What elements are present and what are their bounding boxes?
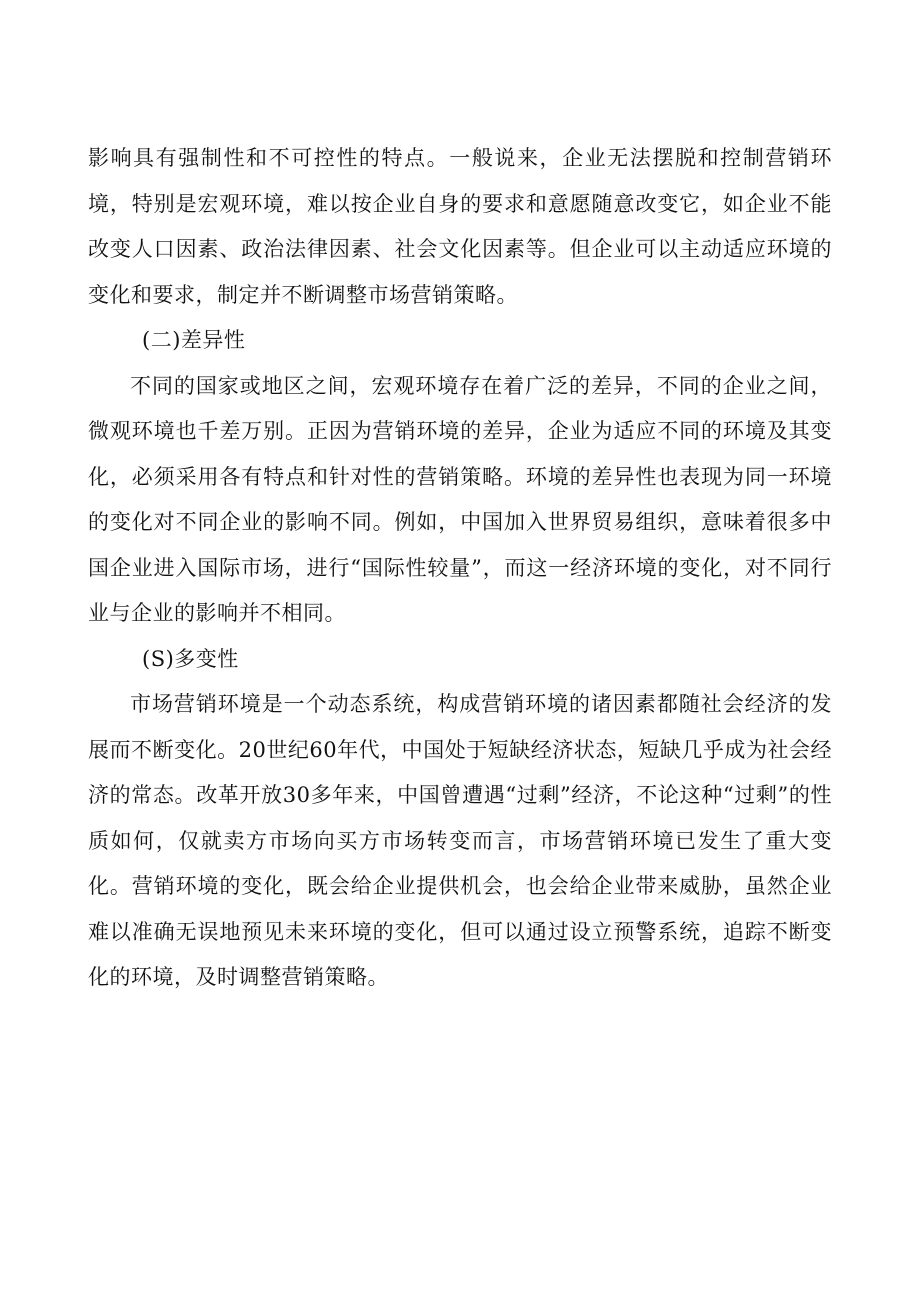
paragraph-controllability: 影响具有强制性和不可控性的特点。一般说来，企业无法摆脱和控制营销环境，特别是宏观环境，难以按企业自身的要求和意愿随意改变它，如企业不能改变人口因素、政治法律因素、社会文化因素等。但企业可以主动适应环境的变化和要求，制定并不断调整市场营销策略。 (88, 146, 832, 307)
section-heading-variability: (S)多变性 (142, 646, 239, 671)
paragraph-difference: 不同的国家或地区之间，宏观环境存在着广泛的差异，不同的企业之间，微观环境也千差万别。正因为营销环境的差异，企业为适应不同的环境及其变化，必须采用各有特点和针对性的营销策略。环境的差异性也表现为同一环境的变化对不同企业的影响不同。例如，中国加入世界贸易组织，意味着很多中国企业进入国际市场，进行“国际性较量”，而这一经济环境的变化，对不同行业与企业的影响并不相同。 (88, 373, 832, 625)
section-heading-difference: (二)差异性 (142, 328, 246, 352)
document-body (88, 136, 832, 1001)
paragraph-variability: 市场营销环境是一个动态系统，构成营销环境的诸因素都随社会经济的发展而不断变化。20世纪60年代，中国处于短缺经济状态，短缺几乎成为社会经济的常态。改革开放30多年来，中国曾遭遇“过剩”经济，不论这种“过剩”的性质如何，仅就卖方市场向买方市场转变而言，市场营销环境已发生了重大变化。营销环境的变化，既会给企业提供机会，也会给企业带来威胁，虽然企业难以准确无误地预见未来环境的变化，但可以通过设立预警系统，追踪不断变化的环境，及时调整营销策略。 (88, 692, 832, 989)
